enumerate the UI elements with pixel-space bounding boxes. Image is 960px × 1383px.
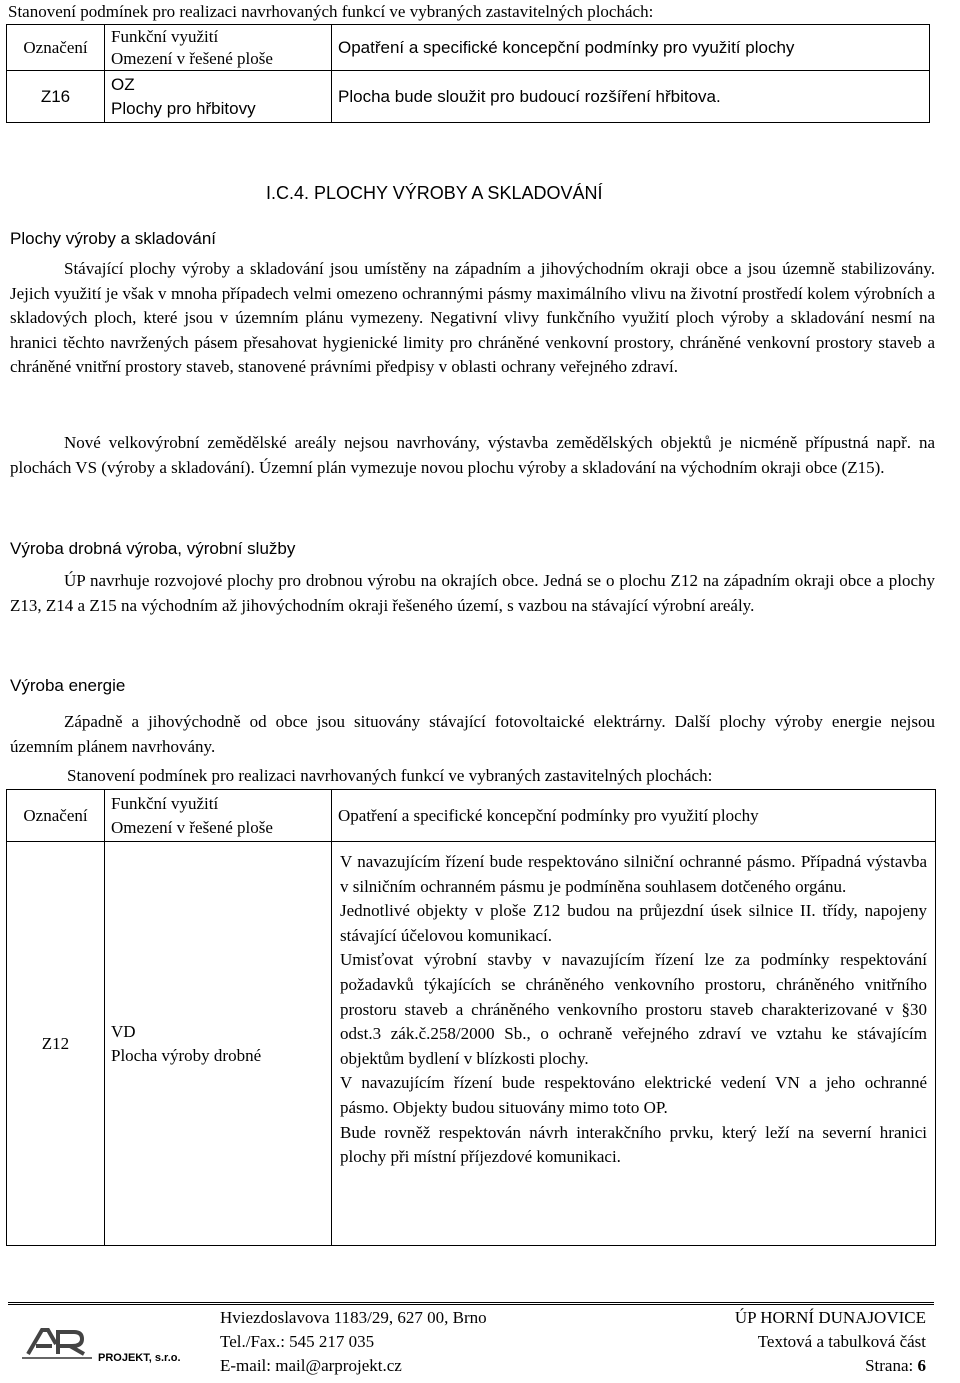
table1-row-cond: Plocha bude sloužit pro budoucí rozšíření hřbitova. bbox=[332, 71, 930, 123]
footer-address: Hviezdoslavova 1183/29, 627 00, Brno bbox=[220, 1308, 487, 1327]
table1-row-use2: Plochy pro hřbitovy bbox=[111, 98, 256, 118]
footer-email: E-mail: mail@arprojekt.cz bbox=[220, 1356, 402, 1375]
table2 bbox=[6, 789, 936, 1246]
footer-doc-title: ÚP HORNÍ DUNAJOVICE bbox=[734, 1308, 926, 1327]
sub2-title: Výroba drobná výroba, výrobní služby bbox=[10, 539, 296, 558]
company-logo bbox=[22, 1320, 197, 1366]
table1-row-use1: OZ bbox=[111, 74, 135, 94]
footer-contact bbox=[220, 1306, 487, 1378]
logo-text: PROJEKT, s.r.o. bbox=[98, 1352, 181, 1364]
footer-page-number: 6 bbox=[917, 1356, 926, 1375]
table2-header-use bbox=[105, 790, 332, 842]
table2-header-use1: Funkční využití bbox=[111, 793, 219, 813]
sub1-paragraph2: Nové velkovýrobní zemědělské areály nejsou navrhovány, výstavba zemědělských objektů je nicméně přípustná např. na plochách VS (výroby a skladování). Územní plán vymezuje novou plochu výroby a skladování na východním okraji obce (Z15). bbox=[10, 433, 935, 477]
table2-cond-item: V navazujícím řízení bude respektováno silniční ochranné pásmo. Případná výstavba v silničním ochranném pásmu je podmíněna souhlasem dotčeného orgánu. bbox=[340, 852, 927, 896]
table1-header-use bbox=[105, 25, 332, 71]
table2-cond-item: V navazujícím řízení bude respektováno elektrické vedení VN a jeho ochranné pásmo. Objekty budou situovány mimo toto OP. bbox=[340, 1073, 927, 1117]
table1 bbox=[6, 24, 930, 123]
table2-row-use1: VD bbox=[111, 1021, 136, 1041]
table2-row-code: Z12 bbox=[7, 842, 105, 1246]
section-title: I.C.4. PLOCHY VÝROBY A SKLADOVÁNÍ bbox=[266, 183, 603, 203]
table1-header-use1: Funkční využití bbox=[111, 26, 219, 46]
sub3-title: Výroba energie bbox=[10, 676, 126, 695]
sub3-paragraph1: Západně a jihovýchodně od obce jsou situovány stávající fotovoltaické elektrárny. Další plochy výroby energie nejsou územním plánem navrhovány. bbox=[10, 712, 935, 756]
table2-cond-item: Umisťovat výrobní stavby v navazujícím řízení lze za podmínky respektování požadavků týkajících se chráněného venkovního prostoru, chráněného vnitřního prostoru staveb a chráněného venkovního prostoru staveb charakterizované v §30 odst.3 zák.č.258/2000 Sb., o ochraně veřejného zdraví ve vztahu ke stávajícím objektům bydlení v blízkosti plochy. bbox=[340, 950, 927, 1068]
footer-doc-part: Textová a tabulková část bbox=[757, 1332, 926, 1351]
footer-docinfo bbox=[640, 1306, 926, 1378]
table1-header-code: Označení bbox=[7, 25, 105, 71]
table2-cond-item: Bude rovněž respektován návrh interakčního prvku, který leží na severní hranici plochy při místní příjezdové komunikaci. bbox=[340, 1122, 927, 1167]
table2-row-use2: Plocha výroby drobné bbox=[111, 1045, 262, 1065]
table1-row-use bbox=[105, 71, 332, 123]
table2-cond-item: Jednotlivé objekty v ploše Z12 budou na průjezdní úsek silnice II. třídy, napojeny stávající účelovou komunikací. bbox=[340, 901, 927, 945]
table2-row-use bbox=[105, 842, 332, 1246]
table2-header-code: Označení bbox=[7, 790, 105, 842]
footer-page-label: Strana: bbox=[865, 1356, 918, 1375]
footer-phone: Tel./Fax.: 545 217 035 bbox=[220, 1332, 375, 1351]
table1-caption: Stanovení podmínek pro realizaci navrhovaných funkcí ve vybraných zastavitelných plochách: bbox=[8, 2, 654, 21]
sub2-paragraph1: ÚP navrhuje rozvojové plochy pro drobnou výrobu na okrajích obce. Jedná se o plochu Z12 na západním okraji obce a plochy Z13, Z14 a Z15 na východním až jihovýchodním okraji řešeného území, s vazbou na stávající výrobní areály. bbox=[10, 571, 935, 615]
table2-row-cond bbox=[332, 842, 936, 1246]
footer-rule bbox=[8, 1302, 934, 1305]
table1-row-code: Z16 bbox=[7, 71, 105, 123]
sub1-paragraph1: Stávající plochy výroby a skladování jsou umístěny na západním a jihovýchodním okraji obce a jsou územně stabilizovány. Jejich využití je však v mnoha případech velmi omezeno ochrannými pásmy maximálního vlivu na životní prostředí kolem výrobních a skladových ploch, které jsou v územním plánu vymezeny. Negativní vlivy funkčního využití ploch výroby a skladování nesmí na hranici těchto navržených pásem přesahovat hygienické limity pro chráněné venkovní prostory, chráněné venkovní prostory staveb a chráněné vnitřní prostory staveb, stanovené právními předpisy v oblasti ochrany veřejného zdraví. bbox=[10, 259, 935, 377]
table1-header-cond: Opatření a specifické koncepční podmínky pro využití plochy bbox=[332, 25, 930, 71]
footer-page bbox=[640, 1354, 926, 1378]
sub1-title: Plochy výroby a skladování bbox=[10, 229, 216, 248]
table2-caption: Stanovení podmínek pro realizaci navrhovaných funkcí ve vybraných zastavitelných plochách: bbox=[67, 766, 713, 785]
table1-header-use2: Omezení v řešené ploše bbox=[111, 48, 273, 68]
table2-header-cond: Opatření a specifické koncepční podmínky pro využití plochy bbox=[332, 790, 936, 842]
table2-header-use2: Omezení v řešené ploše bbox=[111, 817, 273, 837]
